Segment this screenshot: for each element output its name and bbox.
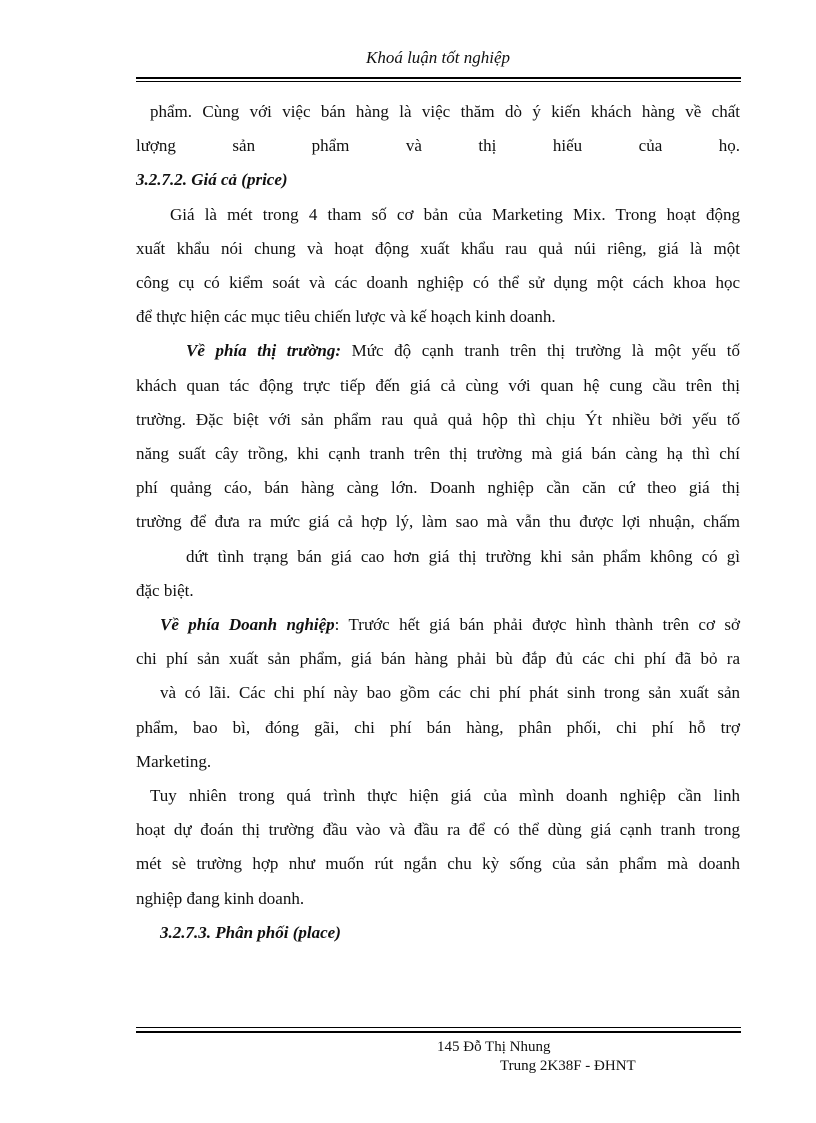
text-line: Marketing. [136, 751, 212, 771]
footer-rule-bottom [136, 1031, 741, 1033]
footer-class: Trung 2K38F - ĐHNT [500, 1058, 636, 1074]
text-line: lượng sản phẩm và thị hiếu của họ. [136, 136, 740, 156]
footer-rule-top [136, 1027, 741, 1028]
text-line: phẩm. Cùng với việc bán hàng là việc thăm dò ý kiến khách hàng về chất [150, 102, 740, 121]
text-line: khách quan tác động trực tiếp đến giá cả cùng với quan hệ cung cầu trên thị [136, 375, 740, 395]
text-line: đặc biệt. [136, 580, 194, 600]
document-body [136, 95, 740, 950]
text-line: trường. Đặc biệt với sản phẩm rau quả quả hộp thì chịu Ýt nhiều bởi yếu tố [136, 409, 740, 429]
section-heading-place: 3.2.7.3. Phân phối (place) [160, 922, 341, 942]
text-line: mét sè trường hợp như muốn rút ngắn chu kỳ sống của sản phẩm mà doanh [136, 854, 740, 874]
text-line: nghiệp đang kinh doanh. [136, 888, 305, 908]
header-rule-top [136, 77, 741, 79]
text-line [136, 334, 740, 368]
text-line: chi phí sản xuất sản phẩm, giá bán hàng phải bù đắp đủ các chi phí đã bỏ ra [136, 649, 740, 669]
text-line: trường để đưa ra mức giá cả hợp lý, làm sao mà vẫn thu được lợi nhuận, chấm [136, 512, 740, 532]
text-line: công cụ có kiểm soát và các doanh nghiệp có thể sử dụng một cách khoa học [136, 273, 740, 293]
text-line: hoạt dự đoán thị trường đầu vào và đầu ra để có thể dùng giá cạnh tranh trong [136, 820, 740, 840]
text-line: để thực hiện các mục tiêu chiến lược và kế hoạch kinh doanh. [136, 307, 556, 327]
text-line: năng suất cây trồng, khi cạnh tranh trên thị trường mà giá bán càng hạ thì chí [136, 444, 740, 464]
text-line: Giá là mét trong 4 tham số cơ bản của Marketing Mix. Trong hoạt động [170, 204, 740, 224]
text-line: Tuy nhiên trong quá trình thực hiện giá của mình doanh nghiệp cần linh [150, 786, 740, 806]
text-line: phí quảng cáo, bán hàng càng lớn. Doanh nghiệp cần căn cứ theo giá thị [136, 478, 740, 498]
market-side-label: Về phía thị trường: [186, 341, 342, 361]
enterprise-side-label: Về phía Doanh nghiệp [160, 615, 335, 635]
header-rule-bottom [136, 81, 741, 82]
text-line: và có lãi. Các chi phí này bao gồm các chi phí phát sinh trong sản xuất sản [160, 683, 740, 703]
text-line: dứt tình trạng bán giá cao hơn giá thị trường khi sản phẩm không có gì [186, 546, 740, 566]
text-fragment: : Trước hết giá bán phải được hình thành trên cơ sở [334, 615, 740, 635]
footer-author: 145 Đỗ Thị Nhung [437, 1039, 551, 1055]
section-heading-price: 3.2.7.2. Giá cả (price) [136, 170, 288, 190]
text-line: xuất khẩu nói chung và hoạt động xuất khẩu rau quả núi riêng, giá là một [136, 238, 740, 258]
text-fragment: Mức độ cạnh tranh trên thị trường là một yếu tố [341, 341, 740, 361]
text-line [136, 608, 740, 642]
page-header-title: Khoá luận tốt nghiệp [365, 48, 511, 67]
text-line: phẩm, bao bì, đóng gãi, chi phí bán hàng, phân phối, chi phí hỗ trợ [136, 717, 740, 737]
